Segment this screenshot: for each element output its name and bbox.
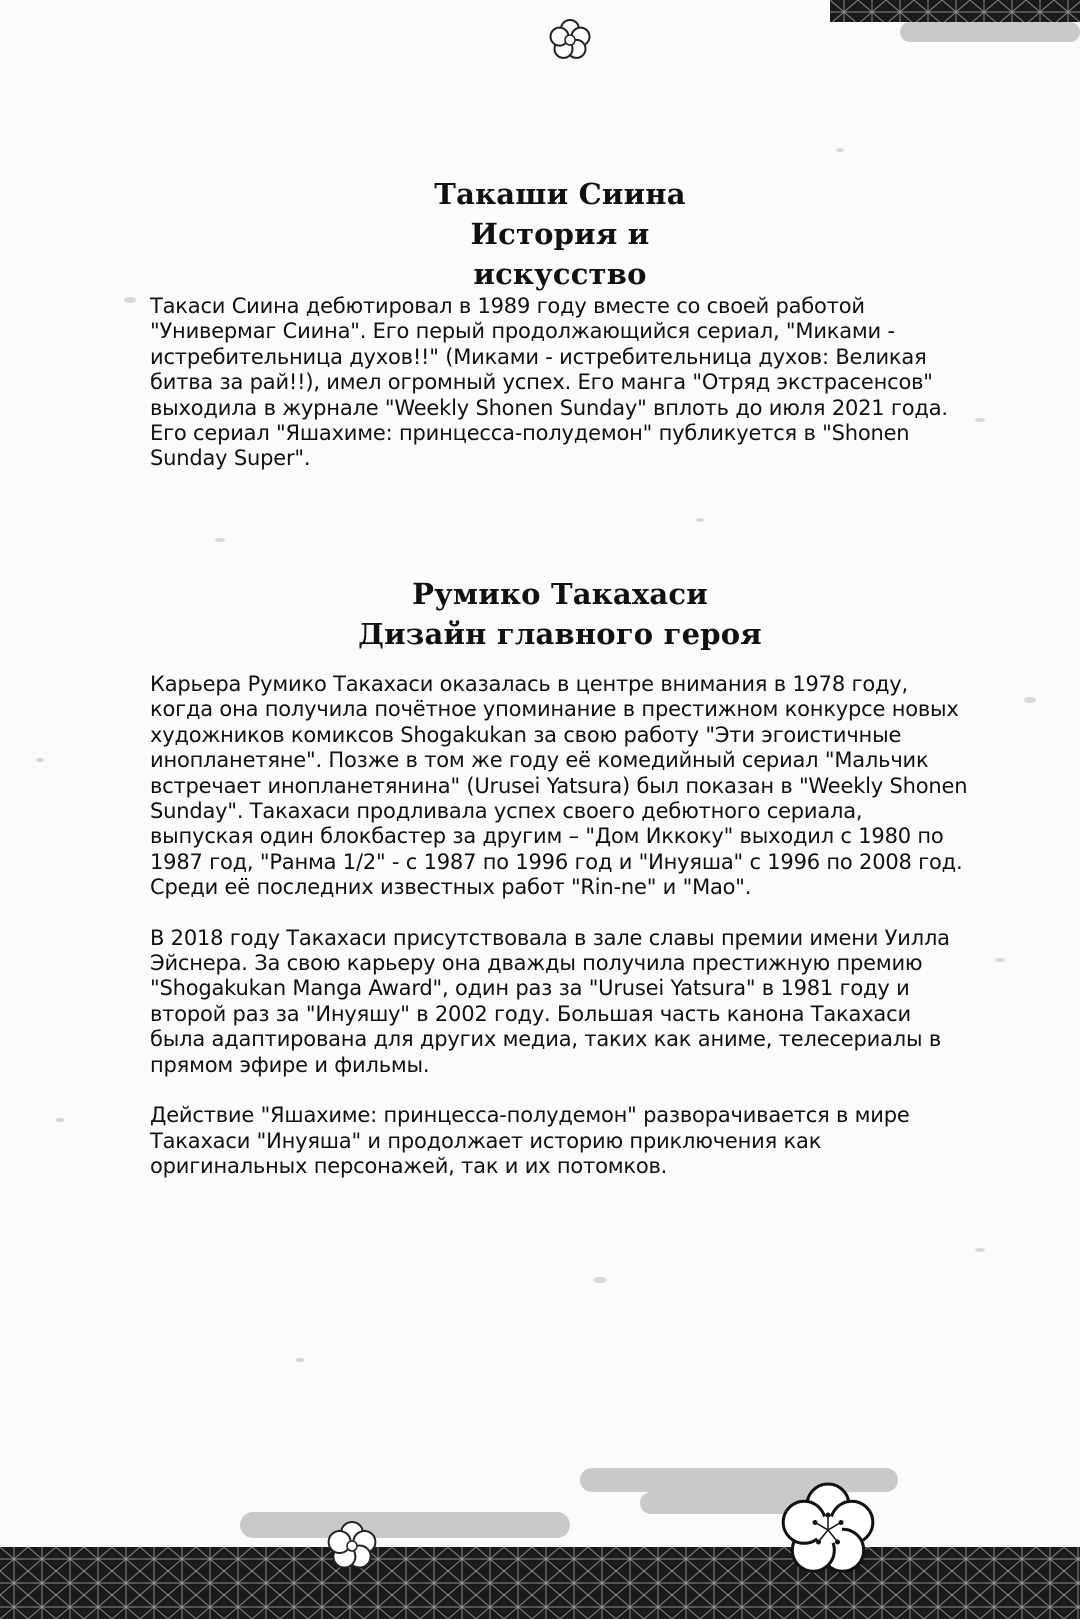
top-cloud bbox=[900, 22, 1080, 42]
bio-paragraph: Карьера Румико Такахаси оказалась в центре внимания в 1978 году, когда она получила почётное упоминание в престижном конкурсе новых художников комиксов Shogakukan за свою работу "Эти эгоистичные инопланетяне". Позже в том же году её комедийный сериал "Мальчик встречает инопланетянина" (Urusei Yatsura) был показан в "Weekly Shonen Sunday". Такахаси продливала успех своего дебютного сериала, выпуская один блокбастер за другим – "Дом Иккоку" выходил с 1980 по 1987 год, "Ранма 1/2" - с 1987 по 1996 год и "Инуяша" с 1996 по 2008 год. Среди её последних известных работ "Rin-ne" и "Mao". bbox=[150, 672, 968, 900]
plum-blossom-icon bbox=[548, 18, 592, 62]
author-heading bbox=[150, 174, 970, 294]
plum-blossom-icon bbox=[778, 1480, 878, 1580]
heading-line: История и bbox=[470, 217, 650, 251]
bio-paragraph: Действие "Яшахиме: принцесса-полудемон" разворачивается в мире Такахаси "Инуяша" и продолжает историю приключения как оригинальных персонажей, так и их потомков. bbox=[150, 1103, 910, 1178]
top-asanoha-band bbox=[830, 0, 1080, 22]
author-bio: Такаси Сиина дебютировал в 1989 году вместе со своей работой "Универмаг Сиина". Его перый продолжающийся сериал, "Миками - истребительница духов!!" (Миками - истребительница духов: Великая битва за рай!!), имел огромный успех. Его манга "Отряд экстрасенсов" выходила в журнале "Weekly Shonen Sunday" вплоть до июля 2021 года. Его сериал "Яшахиме: принцесса-полудемон" публикуется в "Shonen Sunday Super". bbox=[150, 294, 948, 471]
bottom-cloud bbox=[240, 1512, 570, 1538]
heading-line: искусство bbox=[473, 257, 647, 291]
plum-blossom-icon bbox=[326, 1520, 378, 1572]
heading-line: Румико Такахаси bbox=[412, 577, 708, 611]
bio-paragraph: В 2018 году Такахаси присутствовала в зале славы премии имени Уилла Эйснера. За свою карьеру она дважды получила престижную премию "Shogakukan Manga Award", один раз за "Urusei Yatsura" в 1981 году и второй раз за "Инуяшу" в 2002 году. Большая часть канона Такахаси была адаптирована для других медиа, таких как аниме, телесериалы в прямом эфире и фильмы. bbox=[150, 925, 950, 1077]
author-section-shiina bbox=[150, 174, 970, 472]
author-section-takahashi bbox=[150, 574, 970, 1179]
bottom-asanoha-band bbox=[0, 1547, 1080, 1619]
heading-line: Такаши Сиина bbox=[434, 177, 686, 211]
heading-line: Дизайн главного героя bbox=[358, 617, 762, 651]
author-heading bbox=[150, 574, 970, 654]
